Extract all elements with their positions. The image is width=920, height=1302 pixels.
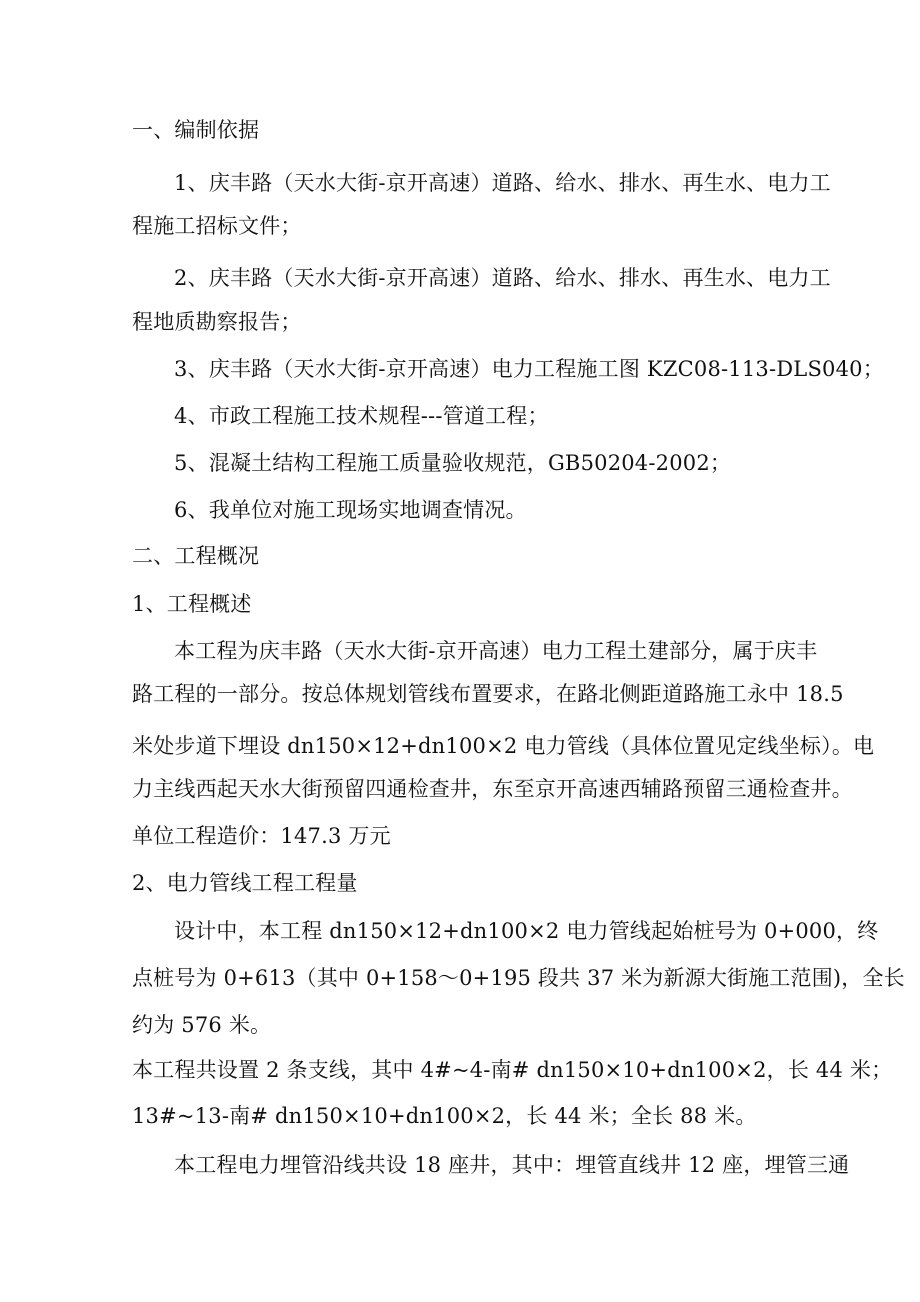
basis-item-6: 6、我单位对施工现场实地调查情况。 <box>174 498 527 522</box>
branch-lines-line-1: 本工程共设置 2 条支线，其中 4#~4-南# dn150×10+dn100×2，长 44 米； <box>132 1058 893 1082</box>
basis-item-2-line-1: 2、庆丰路（天水大街-京开高速）道路、给水、排水、再生水、电力工 <box>174 266 831 290</box>
basis-item-5: 5、混凝土结构工程施工质量验收规范，GB50204-2002； <box>174 451 732 475</box>
summary-paragraph-line-1: 本工程为庆丰路（天水大街-京开高速）电力工程土建部分，属于庆丰 <box>174 639 818 663</box>
section-heading-basis: 一、编制依据 <box>132 118 260 142</box>
subheading-quantities: 2、电力管线工程工程量 <box>132 871 358 895</box>
subheading-summary: 1、工程概述 <box>132 592 252 616</box>
design-paragraph-line-3: 约为 576 米。 <box>132 1013 272 1037</box>
wells-paragraph-line-1: 本工程电力埋管沿线共设 18 座井，其中：埋管直线井 12 座，埋管三通 <box>174 1153 850 1177</box>
basis-item-4: 4、市政工程施工技术规程---管道工程； <box>174 404 549 428</box>
summary-paragraph-line-3: 米处步道下埋设 dn150×12+dn100×2 电力管线（具体位置见定线坐标）。电 <box>132 734 875 758</box>
section-heading-overview: 二、工程概况 <box>132 544 260 568</box>
summary-paragraph-line-2: 路工程的一部分。按总体规划管线布置要求，在路北侧距道路施工永中 18.5 <box>132 682 844 706</box>
basis-item-3: 3、庆丰路（天水大街-京开高速）电力工程施工图 KZC08-113-DLS040； <box>174 357 884 381</box>
branch-lines-line-2: 13#~13-南# dn150×10+dn100×2，长 44 米；全长 88 米。 <box>132 1104 757 1128</box>
basis-item-1-line-2: 程施工招标文件； <box>132 214 302 238</box>
unit-cost-line: 单位工程造价：147.3 万元 <box>132 824 391 848</box>
summary-paragraph-line-4: 力主线西起天水大街预留四通检查井，东至京开高速西辅路预留三通检查井。 <box>132 777 853 801</box>
basis-item-1-line-1: 1、庆丰路（天水大街-京开高速）道路、给水、排水、再生水、电力工 <box>174 171 831 195</box>
design-paragraph-line-2: 点桩号为 0+613（其中 0+158～0+195 段共 37 米为新源大街施工范围)，全长 <box>132 966 905 990</box>
design-paragraph-line-1: 设计中，本工程 dn150×12+dn100×2 电力管线起始桩号为 0+000，终 <box>174 919 879 943</box>
basis-item-2-line-2: 程地质勘察报告； <box>132 310 302 334</box>
